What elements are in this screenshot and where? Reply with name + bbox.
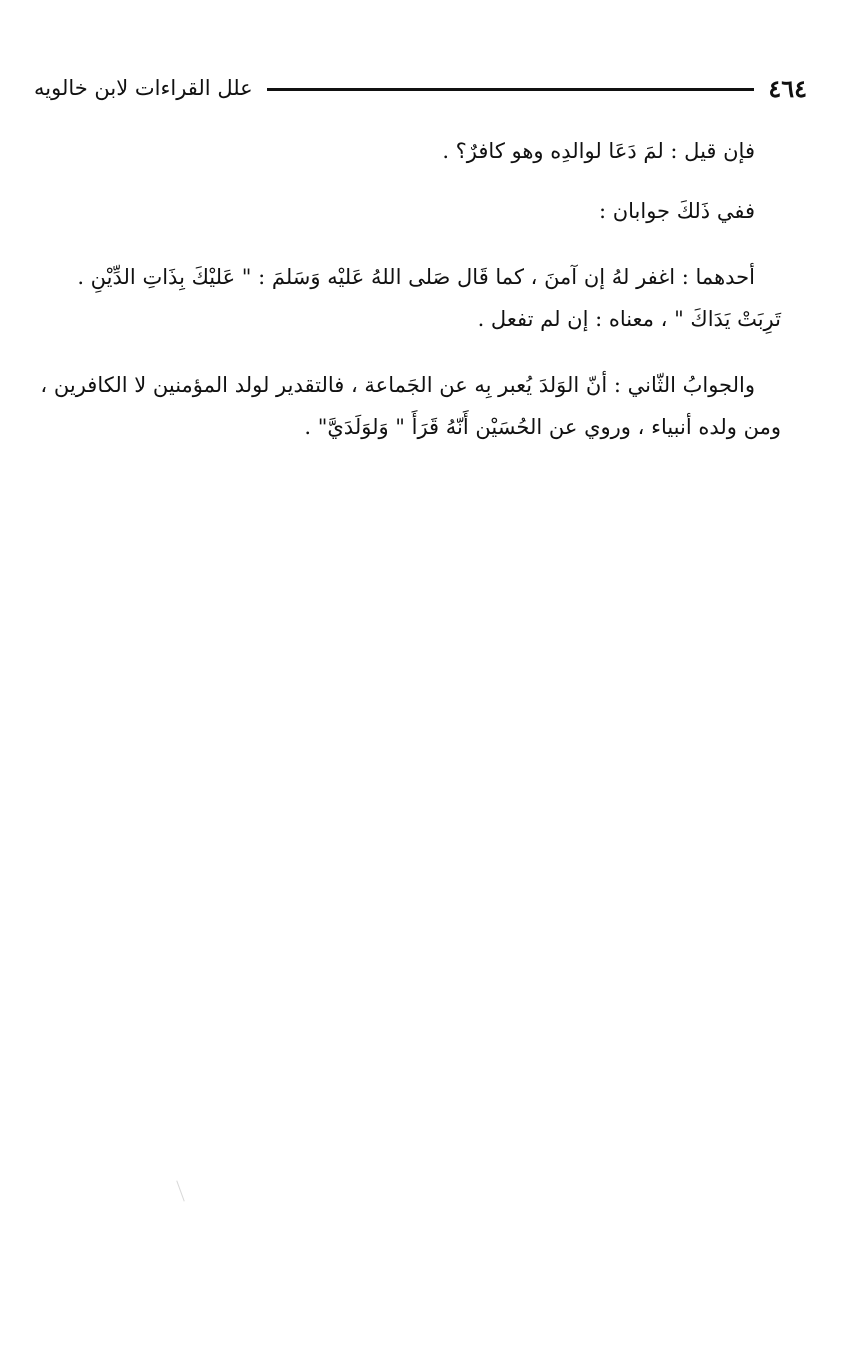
header-rule xyxy=(267,88,755,91)
text-line: ومن ولده أنبياء ، وروي عن الحُسَيْن أَنّهُ قَرَأَ " وَلوَلَدَيَّ" . xyxy=(304,415,781,439)
paragraph-first-answer xyxy=(34,256,807,340)
running-title: علل القراءات لابن خالويه xyxy=(34,76,253,100)
page-header xyxy=(34,68,807,108)
text-line: أحدهما : اغفر لهُ إن آمنَ ، كما قَال صَلى اللهُ عَليْه وَسَلمَ : " عَليْكَ بِذَاتِ الدِّيْنِ . xyxy=(77,265,755,289)
paragraph-question xyxy=(34,130,807,172)
text-line: فإن قيل : لمَ دَعَا لوالدِه وهو كافرٌ؟ . xyxy=(442,139,755,163)
page-number: ٤٦٤ xyxy=(768,73,807,103)
paragraph-two-answers xyxy=(34,190,807,232)
text-line: تَرِبَتْ يَدَاكَ " ، معناه : إن لم تفعل . xyxy=(477,307,781,331)
scan-speck xyxy=(176,1180,184,1201)
paragraph-second-answer xyxy=(34,364,807,448)
body-text xyxy=(34,130,807,472)
text-line: والجوابُ الثّاني : أنّ الوَلدَ يُعبر بِه عن الجَماعة ، فالتقدير لولد المؤمنين لا الكافرين ، xyxy=(40,373,755,397)
text-line: ففي ذَلكَ جوابان : xyxy=(598,199,755,223)
